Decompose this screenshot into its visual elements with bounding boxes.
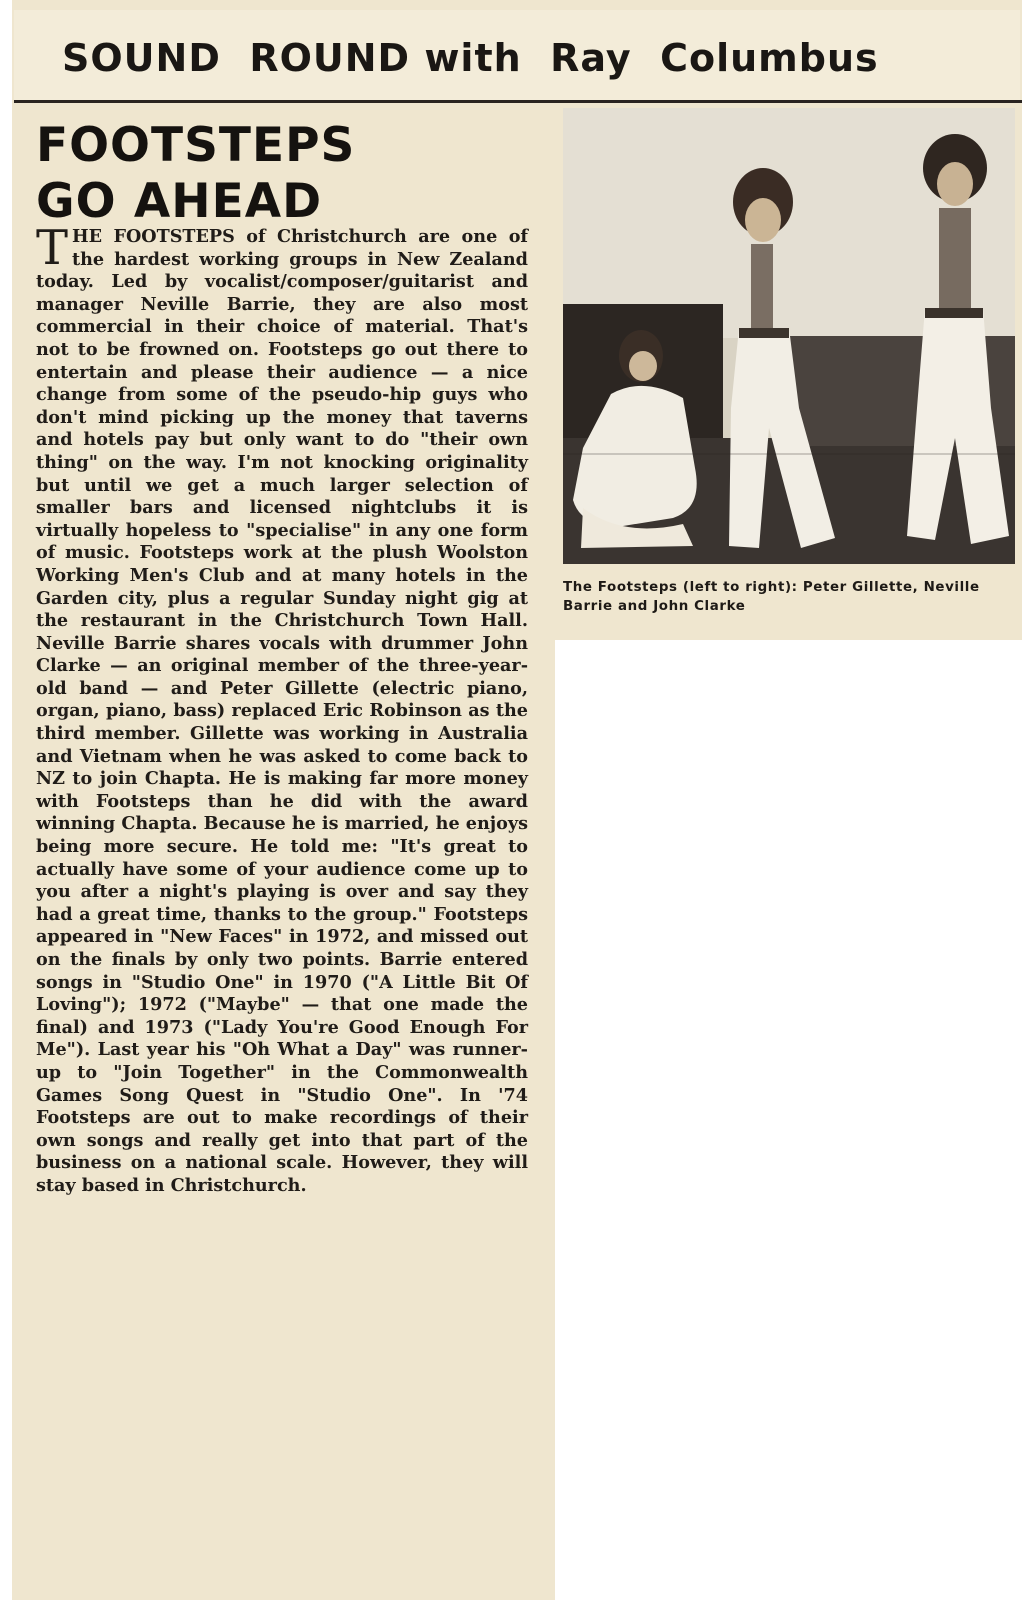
article-body	[36, 220, 528, 1198]
header-rule	[14, 100, 1022, 103]
drop-cap: T	[36, 220, 69, 276]
column-header: SOUND ROUND with Ray Columbus	[62, 36, 879, 80]
band-photo	[563, 108, 1015, 564]
headline-line-1: FOOTSTEPS	[36, 118, 356, 173]
headline-line-2: GO AHEAD	[36, 174, 323, 229]
band-photo-illustration	[563, 108, 1015, 564]
article-text: HE FOOTSTEPS of Christchurch are one of the hardest working groups in New Zealand today. Led by vocalist/composer/guitarist and manager Neville Barrie, they are also most commercial in their choice of material. That's not to be frowned on. Footsteps go out there to entertain and please their audience — a nice change from some of the pseudo-hip guys who don't mind picking up the money that taverns and hotels pay but only want to do "their own thing" on the way. I'm not knocking originality but until we get a much larger selection of smaller bars and licensed nightclubs it is virtually hopeless to "specialise" in any one form of music. Footsteps work at the plush Woolston Working Men's Club and at many hotels in the Garden city, plus a regular Sunday night gig at the restaurant in the Christchurch Town Hall. Neville Barrie shares vocals with drummer John Clarke — an original member of the three-year-old band — and Peter Gillette (electric piano, organ, piano, bass) replaced Eric Robinson as the third member. Gillette was working in Australia and Vietnam when he was asked to come back to NZ to join Chapta. He is making far more money with Footsteps than he did with the award winning Chapta. Because he is married, he enjoys being more secure. He told me: "It's great to actually have some of your audience come up to you after a night's playing is over and say they had a great time, thanks to the group." Footsteps appeared in "New Faces" in 1972, and missed out on the finals by only two points. Barrie entered songs in "Studio One" in 1970 ("A Little Bit Of Loving"); 1972 ("Maybe" — that one made the final) and 1973 ("Lady You're Good Enough For Me"). Last year his "Oh What a Day" was runner-up to "Join Together" in the Commonwealth Games Song Quest in "Studio One". In '74 Footsteps are out to make recordings of their own songs and really get into that part of the business on a national scale. However, they will stay based in Christchurch.	[36, 226, 528, 1196]
headline	[36, 118, 536, 230]
photo-caption: The Footsteps (left to right): Peter Gillette, Neville Barrie and John Clarke	[563, 580, 980, 614]
